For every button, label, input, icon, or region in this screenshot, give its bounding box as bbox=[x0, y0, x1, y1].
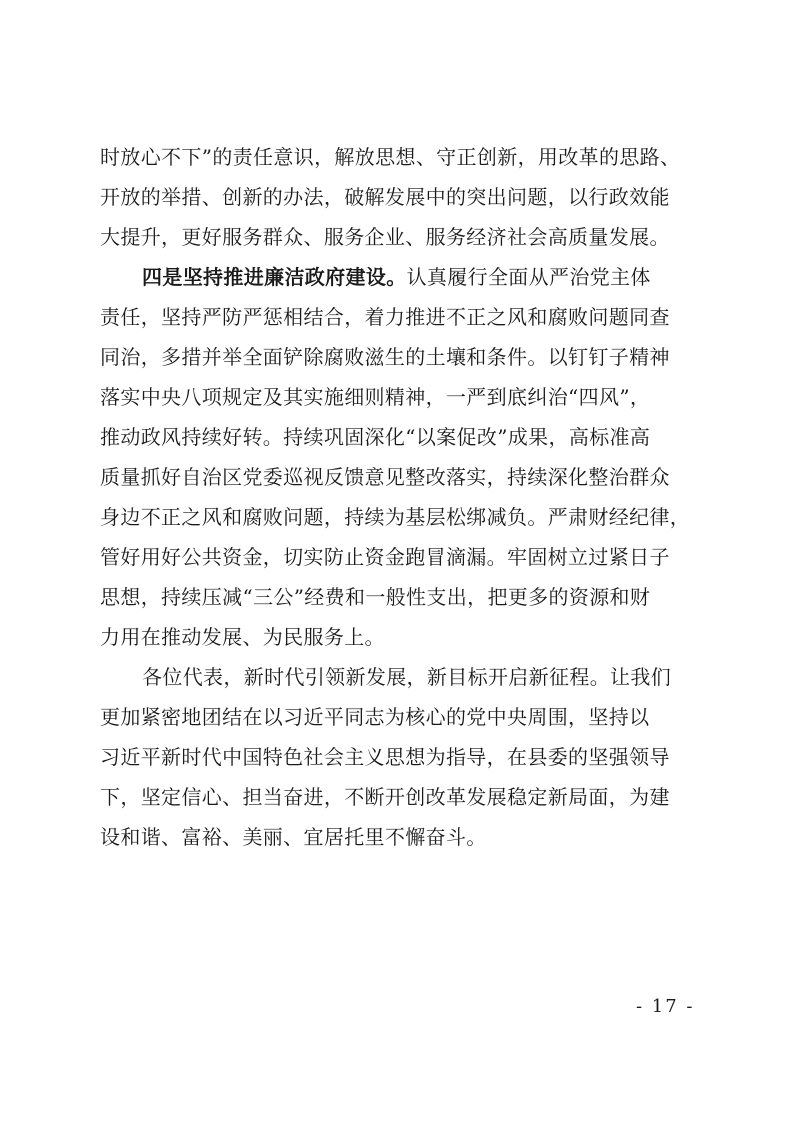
text-line: 下，坚定信心、担当奋进，不断开创改革发展稳定新局面，为建 bbox=[100, 785, 670, 809]
text-line: 质量抓好自治区党委巡视反馈意见整改落实，持续深化整治群众 bbox=[100, 465, 670, 489]
text-line: 思想，持续压减“三公”经费和一般性支出，把更多的资源和财 bbox=[100, 585, 651, 609]
text-span: 认真履行全面从严治党主体 bbox=[406, 265, 651, 289]
text-line: 大提升，更好服务群众、服务企业、服务经济社会高质量发展。 bbox=[100, 225, 670, 249]
text-line: 更加紧密地团结在以习近平同志为核心的党中央周围，坚持以 bbox=[100, 705, 650, 729]
section-heading: 四是坚持推进廉洁政府建设。 bbox=[142, 265, 407, 289]
page-number: - 17 - bbox=[636, 996, 695, 1017]
paragraph-4-line bbox=[142, 263, 698, 291]
text-line: 开放的举措、创新的办法，破解发展中的突出问题，以行政效能 bbox=[100, 185, 670, 209]
text-line: 设和谐、富裕、美丽、宜居托里不懈奋斗。 bbox=[100, 825, 487, 849]
text-line: 管好用好公共资金，切实防止资金跑冒滴漏。牢固树立过紧日子 bbox=[100, 545, 670, 569]
text-line: 时放心不下”的责任意识，解放思想、守正创新，用改革的思路、 bbox=[100, 145, 681, 169]
text-line: 推动政风持续好转。持续巩固深化“以案促改”成果，高标准高 bbox=[100, 425, 651, 449]
text-line: 落实中央八项规定及其实施细则精神，一严到底纠治“四风”， bbox=[100, 385, 651, 409]
text-line: 同治，多措并举全面铲除腐败滋生的土壤和条件。以钉钉子精神 bbox=[100, 345, 670, 369]
text-line: 身边不正之风和腐败问题，持续为基层松绑减负。严肃财经纪律， bbox=[100, 505, 691, 529]
text-line: 习近平新时代中国特色社会主义思想为指导，在县委的坚强领导 bbox=[100, 745, 670, 769]
text-line: 责任，坚持严防严惩相结合，着力推进不正之风和腐败问题同查 bbox=[100, 305, 670, 329]
text-line: 力用在推动发展、为民服务上。 bbox=[100, 625, 385, 649]
text-line: 各位代表，新时代引领新发展，新目标开启新征程。让我们 bbox=[142, 665, 672, 689]
